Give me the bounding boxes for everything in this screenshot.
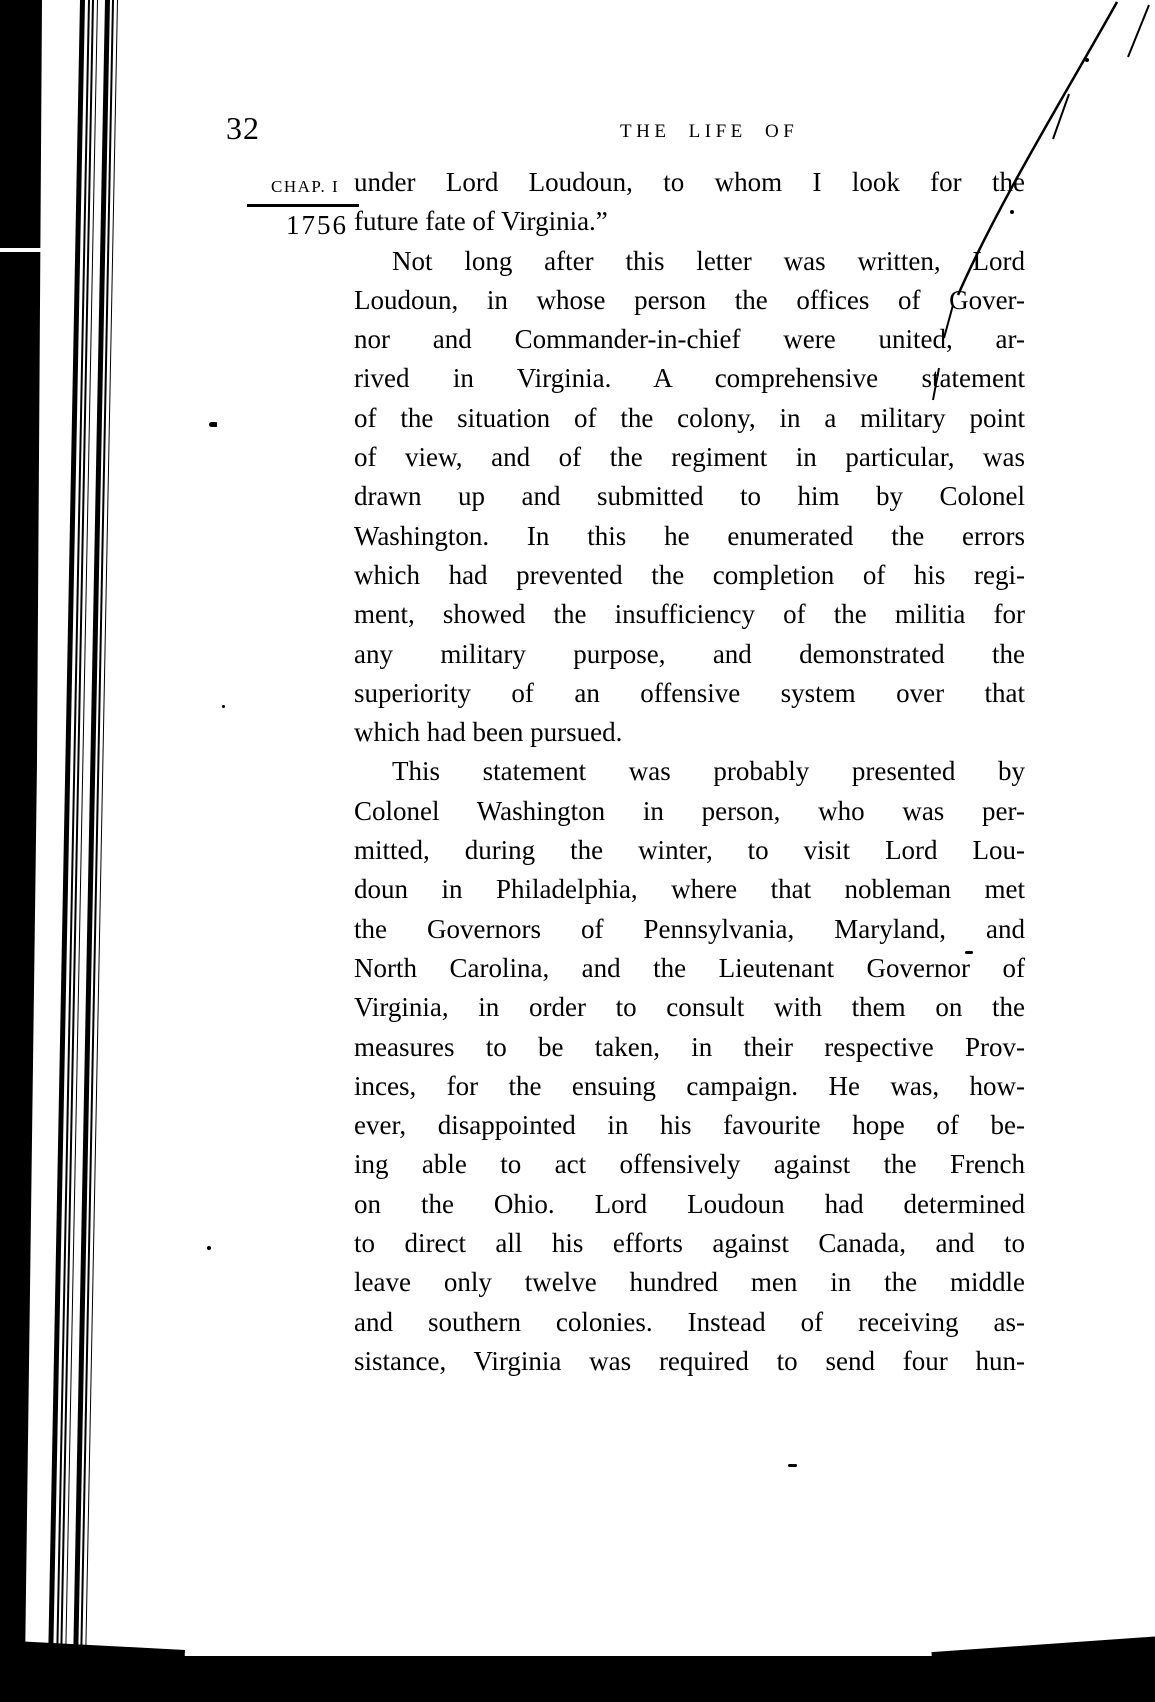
scan-bottom-bar: [0, 1656, 1155, 1702]
ink-speck: [222, 705, 225, 708]
text-line: nor and Commander-in-chief were united, ar-: [354, 324, 1025, 355]
text-line: under Lord Loudoun, to whom I look for the: [354, 167, 1025, 197]
text-line: to direct all his efforts against Canada, and to: [354, 1228, 1025, 1259]
margin-rule: [247, 204, 359, 207]
margin-year-note: 1756: [286, 210, 348, 240]
text-line: drawn up and submitted to him by Colonel: [354, 481, 1025, 512]
ink-speck: [209, 422, 217, 427]
text-line: Not long after this letter was written, Lord: [392, 245, 1025, 276]
text-line: and southern colonies. Instead of receiving as-: [354, 1306, 1025, 1337]
page-number: 32: [226, 110, 260, 146]
text-line: inces, for the ensuing campaign. He was, how-: [354, 1070, 1025, 1101]
text-line: future fate of Virginia.”: [354, 206, 608, 237]
text-line: the Governors of Pennsylvania, Maryland, and: [354, 913, 1025, 944]
text-line: on the Ohio. Lord Loudoun had determined: [354, 1188, 1025, 1219]
text-line: Virginia, in order to consult with them on the: [354, 992, 1025, 1023]
margin-chapter-note: CHAP. I: [271, 177, 340, 196]
scan-gutter-lines: [0, 0, 130, 1702]
text-line: of view, and of the regiment in particular, was: [354, 442, 1025, 473]
ink-speck: [207, 1246, 211, 1250]
text-line: Colonel Washington in person, who was per-: [354, 795, 1025, 826]
text-line: of the situation of the colony, in a military point: [354, 402, 1025, 433]
text-line: measures to be taken, in their respective Prov-: [354, 1031, 1025, 1062]
text-line: ment, showed the insufficiency of the militia for: [354, 599, 1025, 630]
text-line: sistance, Virginia was required to send four hun-: [354, 1345, 1025, 1376]
running-header: THE LIFE OF: [620, 121, 799, 142]
text-line: North Carolina, and the Lieutenant Governor of: [354, 952, 1025, 983]
text-line: which had been pursued.: [354, 717, 623, 748]
text-line: doun in Philadelphia, where that nobleman met: [354, 874, 1025, 905]
text-line: Loudoun, in whose person the offices of Gover-: [354, 284, 1025, 315]
text-line: which had prevented the completion of his regi-: [354, 559, 1025, 590]
text-line: leave only twelve hundred men in the middle: [354, 1267, 1025, 1298]
text-line: superiority of an offensive system over that: [354, 677, 1025, 708]
text-line: rived in Virginia. A comprehensive statement: [354, 363, 1025, 394]
text-line: This statement was probably presented by: [392, 756, 1025, 787]
text-line: ever, disappointed in his favourite hope of be-: [354, 1110, 1025, 1141]
body-text-block: [354, 163, 1025, 1381]
text-line: Washington. In this he enumerated the errors: [354, 520, 1025, 551]
text-line: mitted, during the winter, to visit Lord Lou-: [354, 835, 1025, 866]
ink-speck: [788, 1464, 797, 1467]
text-line: any military purpose, and demonstrated the: [354, 638, 1025, 669]
text-line: ing able to act offensively against the French: [354, 1149, 1025, 1180]
